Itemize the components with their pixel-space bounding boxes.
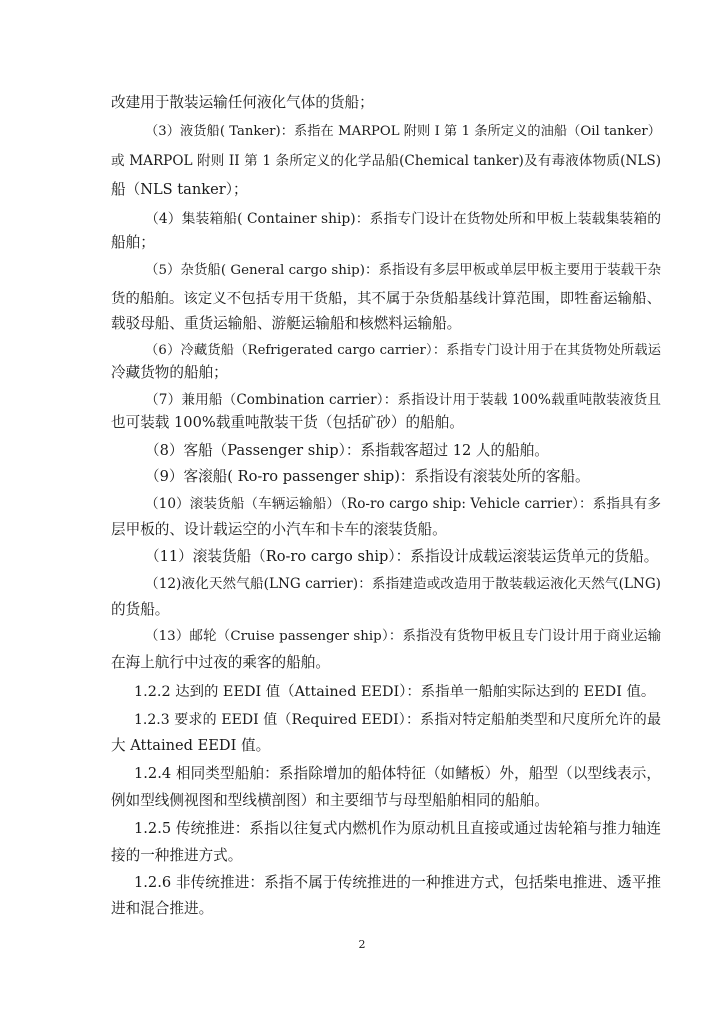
text-line: 接的一种推进方式。 [111, 847, 243, 864]
text-line: （11）滚装货船（Ro-ro cargo ship）：系指设计成载运滚装运货单元的货船。 [145, 548, 659, 565]
page-number: 2 [358, 938, 366, 951]
text-line: 货的船舶。该定义不包括专用干货船，其不属于杂货船基线计算范围，即牲畜运输船、 [111, 291, 661, 307]
text-line: （4）集装箱船( Container ship)：系指专门设计在货物处所和甲板上装载集装箱的 [145, 211, 661, 227]
text-line: 船（NLS tanker）； [111, 181, 248, 198]
text-line: 或 MARPOL 附则 II 第 1 条所定义的化学品船(Chemical tanker)及有毒液体物质(NLS) [111, 153, 661, 169]
text-line: 大 Attained EEDI 值。 [111, 737, 271, 754]
text-line: 1.2.3 要求的 EEDI 值（Required EEDI）：系指对特定船舶类型和尺度所允许的最 [134, 712, 661, 728]
text-line: 层甲板的、设计载运空的小汽车和卡车的滚装货船。 [111, 521, 447, 538]
text-line: 冷藏货物的船舶； [111, 364, 228, 381]
text-line: 载驳母船、重货运输船、游艇运输船和核燃料运输船。 [111, 315, 462, 332]
text-line: 1.2.2 达到的 EEDI 值（Attained EEDI）：系指单一船舶实际达到的 EEDI 值。 [134, 684, 656, 700]
text-line: 1.2.5 传统推进：系指以往复式内燃机作为原动机且直接或通过齿轮箱与推力轴连 [134, 820, 661, 837]
text-line: 改建用于散装运输任何液化气体的货船； [111, 94, 374, 111]
text-line: （12)液化天然气船(LNG carrier)：系指建造或改造用于散装载运液化天然气(LNG) [145, 576, 661, 592]
text-line: 1.2.4 相同类型船舶：系指除增加的船体特征（如鳍板）外，船型（以型线表示， [134, 765, 661, 782]
text-line: 的货船。 [111, 601, 170, 618]
text-line: （8）客船（Passenger ship）：系指载客超过 12 人的船舶。 [145, 442, 549, 459]
text-line: 船舶； [111, 234, 155, 251]
text-line: 进和混合推进。 [111, 900, 214, 917]
text-line: （10）滚装货船（车辆运输船）（Ro-ro cargo ship: Vehicle carrier）：系指具有多 [145, 496, 661, 512]
text-line: （7）兼用船（Combination carrier）：系指设计用于装载 100%载重吨散装液货且 [145, 392, 661, 408]
text-line: 在海上航行中过夜的乘客的船舶。 [111, 654, 330, 671]
text-line: 例如型线侧视图和型线横剖图）和主要细节与母型船舶相同的船舶。 [111, 792, 549, 809]
text-line: （6）冷藏货船（Refrigerated cargo carrier）：系指专门设计用于在其货物处所载运 [145, 343, 661, 358]
text-line: （9）客滚船( Ro-ro passenger ship)：系指设有滚装处所的客船。 [145, 468, 590, 485]
text-line: （5）杂货船( General cargo ship)：系指设有多层甲板或单层甲板主要用于装载干杂 [145, 263, 661, 278]
text-line: 也可装载 100%载重吨散装干货（包括矿砂）的船舶。 [111, 414, 464, 431]
text-line: （13）邮轮（Cruise passenger ship）：系指没有货物甲板且专门设计用于商业运输 [145, 629, 661, 644]
text-line: （3）液货船( Tanker)：系指在 MARPOL 附则 I 第 1 条所定义的油船（Oil tanker） [145, 124, 661, 139]
text-line: 1.2.6 非传统推进：系指不属于传统推进的一种推进方式，包括柴电推进、透平推 [134, 874, 661, 891]
